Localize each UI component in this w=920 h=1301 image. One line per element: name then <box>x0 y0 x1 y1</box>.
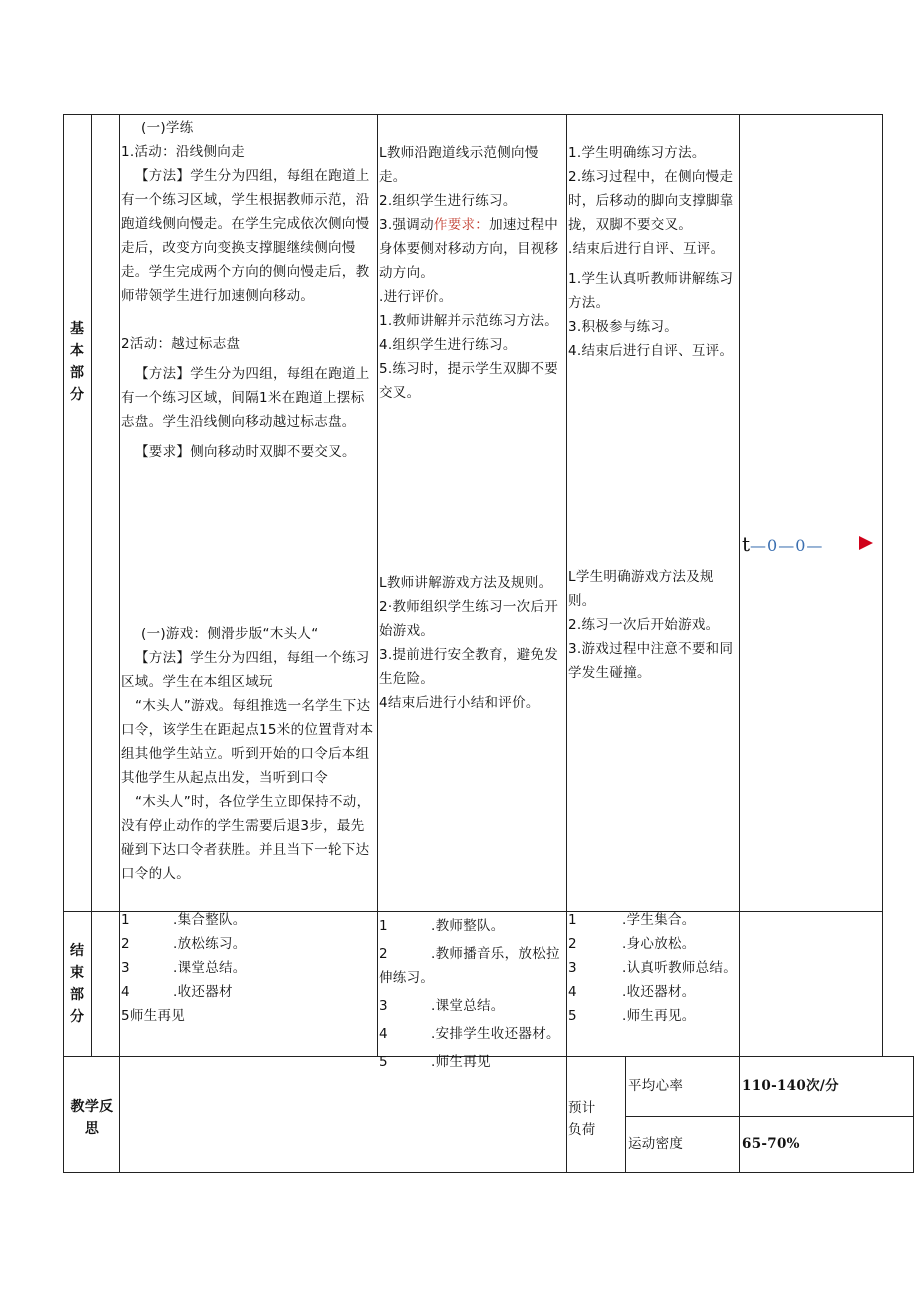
student-item: 1.学生明确练习方法。 <box>568 145 706 161</box>
game-rule: “木头人”时，各位学生立即保持不动，没有停止动作的学生需要后退3步，最先碰到下达口令者获胜。并且当下一轮下达口令的人。 <box>121 794 371 882</box>
end-teacher-item: 5 .师生再见 <box>379 1054 491 1070</box>
game-method: 【方法】学生分为四组，每组一个练习区域。学生在本组区域玩 <box>121 650 370 690</box>
end-teacher-item: 3 .课堂总结。 <box>379 998 505 1014</box>
col-divider-3 <box>377 114 378 1056</box>
heart-rate-label: 平均心率 <box>628 1078 684 1094</box>
load-value-divider <box>739 1056 740 1172</box>
end-student-item: 2 .身心放松。 <box>568 936 696 952</box>
teacher-game-item: 4结束后进行小结和评价。 <box>379 695 540 711</box>
end-student-item: 1 .学生集合。 <box>568 912 696 928</box>
formation-start: t <box>742 532 751 556</box>
end-teacher-item: 1 .教师整队。 <box>379 918 505 934</box>
student-game <box>568 565 738 685</box>
end-content <box>121 908 375 1028</box>
table-left-border <box>63 114 64 1172</box>
student-item: .结束后进行自评、互评。 <box>568 241 725 257</box>
end-content-item: 5师生再见 <box>121 1008 186 1024</box>
end-teacher-item: 2 .教师播音乐，放松拉伸练习。 <box>379 946 560 986</box>
drill-heading: (一)学练 <box>141 120 194 136</box>
teacher-game-item: L教师讲解游戏方法及规则。 <box>379 575 553 591</box>
student-item: 4.结束后进行自评、互评。 <box>568 343 734 359</box>
teacher-item: 2.组织学生进行练习。 <box>379 193 517 209</box>
teacher-game <box>379 571 565 715</box>
teacher-item: .进行评价。 <box>379 289 453 305</box>
end-student-item: 4 .收还器材。 <box>568 984 696 1000</box>
student-item: 2.练习过程中，在侧向慢走时，后移动的脚向支撑脚靠拢，双脚不要交叉。 <box>568 169 734 233</box>
game-content <box>121 622 375 886</box>
teacher-activities <box>379 141 565 405</box>
density-value: 65-70% <box>742 1136 800 1152</box>
student-game-item: 2.练习一次后开始游戏。 <box>568 617 720 633</box>
col-divider-6 <box>882 114 883 1056</box>
arrow-head-icon <box>859 536 873 550</box>
load-label: 预计负荷 <box>568 1100 596 1138</box>
game-heading: (一)游戏：侧滑步版“木头人“ <box>141 626 319 642</box>
table-bottom-border <box>63 1172 914 1173</box>
section-label-end: 结束部分 <box>70 943 84 1025</box>
end-content-item: 2 .放松练习。 <box>121 936 247 952</box>
end-student-item: 3 .认真听教师总结。 <box>568 960 737 976</box>
teacher-item: 3.强调动作要求：加速过程中身体要侧对移动方向，目视移动方向。 <box>379 217 559 281</box>
heart-rate-value: 110-140次/分 <box>742 1078 839 1094</box>
end-student <box>568 908 738 1028</box>
activity-2-requirement: 【要求】侧向移动时双脚不要交叉。 <box>135 444 356 460</box>
col-divider-1 <box>91 114 92 1056</box>
activity-1-method: 【方法】学生分为四组，每组在跑道上有一个练习区域，学生根据教师示范，沿跑道线侧向慢走。在学生完成依次侧向慢走后，改变方向变换支撑腿继续侧向慢走。学生完成两个方向的侧向慢走后，教师带领学生进行加速侧向移动。 <box>121 168 370 304</box>
teacher-item: 1.教师讲解并示范练习方法。 <box>379 313 559 329</box>
teacher-item: 5.练习时，提示学生双脚不要交叉。 <box>379 361 559 401</box>
activity-1-title: 1.活动：沿线侧向走 <box>121 144 245 160</box>
load-label-divider <box>625 1056 626 1172</box>
activity-2-title: 2活动：越过标志盘 <box>121 336 241 352</box>
end-content-item: 1 .集合整队。 <box>121 912 247 928</box>
end-content-item: 4 .收还器材 <box>121 984 233 1000</box>
formation-arrow <box>742 532 823 556</box>
density-label: 运动密度 <box>628 1136 684 1152</box>
section-label-basic: 基本部分 <box>70 321 84 403</box>
col-divider-4 <box>566 114 567 1172</box>
col-divider-2 <box>119 114 120 1172</box>
formation-sequence: —0—0— <box>750 536 824 555</box>
col-divider-5 <box>739 114 740 1056</box>
table-top-border <box>63 114 883 115</box>
teacher-game-item: 3.提前进行安全教育，避免发生危险。 <box>379 647 559 687</box>
basic-content <box>121 116 375 464</box>
end-teacher <box>379 914 565 1070</box>
activity-2-method: 【方法】学生分为四组，每组在跑道上有一个练习区域，间隔1米在跑道上摆标志盘。学生沿线侧向移动越过标志盘。 <box>121 366 370 430</box>
student-activities <box>568 141 738 363</box>
teacher-item: 4.组织学生进行练习。 <box>379 337 517 353</box>
game-description: “木头人”游戏。每组推选一名学生下达口令，该学生在距起点15米的位置背对本组其他学生站立。听到开始的口令后本组其他学生从起点出发，当听到口令 <box>121 698 374 786</box>
table-right-border-bottom <box>913 1056 914 1172</box>
end-student-item: 5 .师生再见。 <box>568 1008 696 1024</box>
section-label-reflect: 教学反思 <box>70 1099 114 1137</box>
student-item: 3.积极参与练习。 <box>568 319 679 335</box>
teacher-game-item: 2·教师组织学生练习一次后开始游戏。 <box>379 599 559 639</box>
teacher-item: L教师沿跑道线示范侧向慢走。 <box>379 145 539 185</box>
end-teacher-item: 4 .安排学生收还器材。 <box>379 1026 560 1042</box>
student-game-item: L学生明确游戏方法及规则。 <box>568 569 714 609</box>
student-item: 1.学生认真听教师讲解练习方法。 <box>568 271 734 311</box>
end-content-item: 3 .课堂总结。 <box>121 960 247 976</box>
load-inner-divider <box>625 1116 914 1117</box>
student-game-item: 3.游戏过程中注意不要和同学发生碰撞。 <box>568 641 734 681</box>
